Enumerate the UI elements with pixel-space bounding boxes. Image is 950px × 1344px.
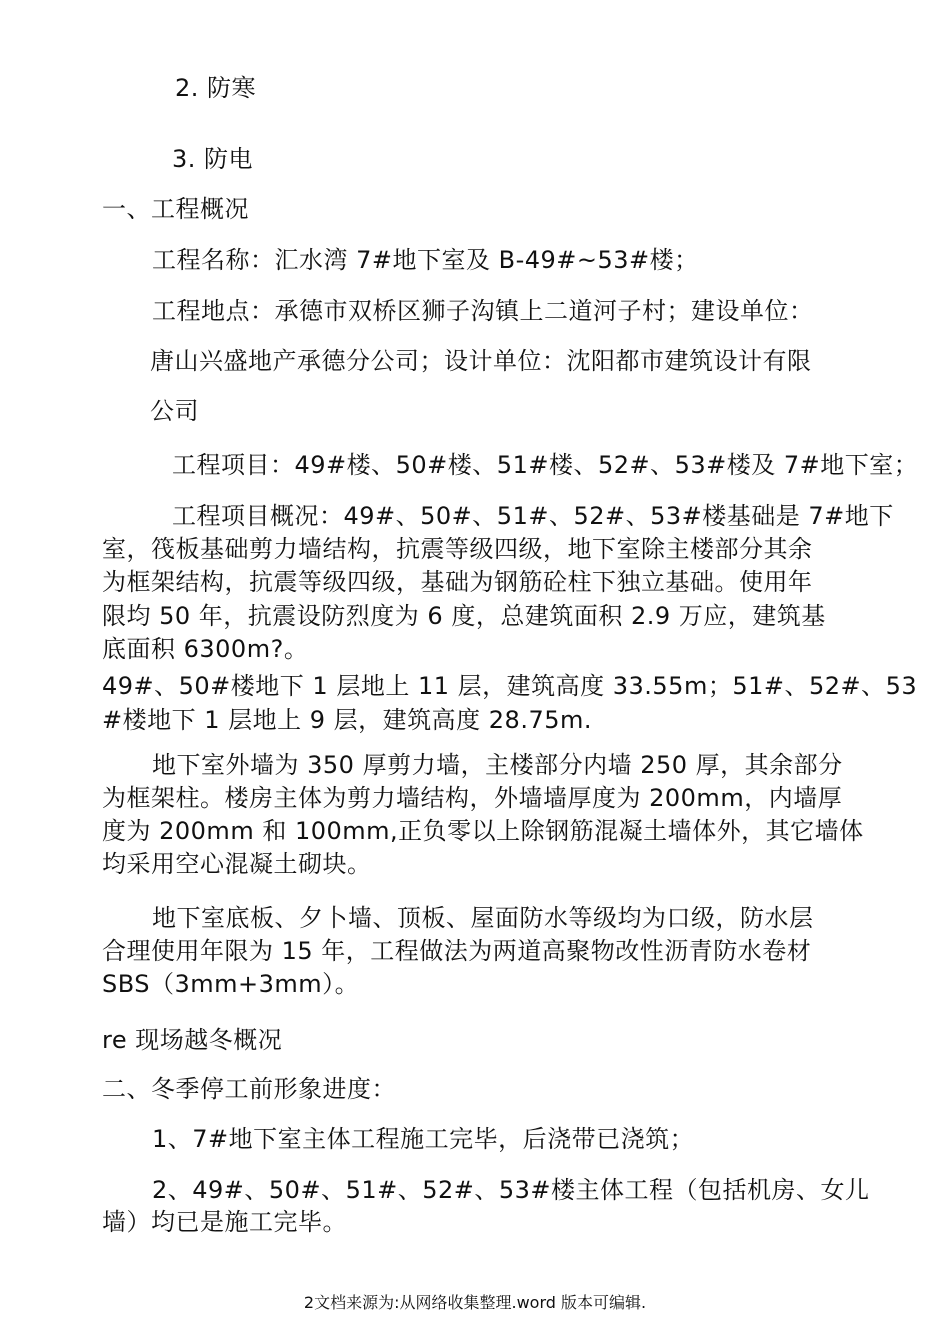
project-summary-line-5: 底面积 6300m?。 <box>102 635 309 663</box>
walls-line-1: 地下室外墙为 350 厚剪力墙，主楼部分内墙 250 厚，其余部分 <box>152 751 843 779</box>
progress-item-2-cont: 墙）均已是施工完毕。 <box>102 1208 347 1236</box>
project-summary-line-4: 限均 50 年，抗震设防烈度为 6 度，总建筑面积 2.9 万应，建筑基 <box>102 602 826 630</box>
waterproof-line-3: SBS（3mm+3mm）。 <box>102 970 360 998</box>
project-summary-line-1: 工程项目概况：49#、50#、51#、52#、53#楼基础是 7#地下 <box>172 502 894 530</box>
list-item-fangdian: 3. 防电 <box>172 145 254 173</box>
project-location-cont-2: 公司 <box>150 397 199 425</box>
section-heading-winter-site: re 现场越冬概况 <box>102 1026 283 1054</box>
project-location-cont: 唐山兴盛地产承德分公司；设计单位：沈阳都市建筑设计有限 <box>150 347 812 375</box>
walls-line-3: 度为 200mm 和 100mm,正负零以上除钢筋混凝土墙体外，其它墙体 <box>102 817 864 845</box>
waterproof-line-2: 合理使用年限为 15 年，工程做法为两道高聚物改性沥青防水卷材 <box>102 937 812 965</box>
project-items: 工程项目：49#楼、50#楼、51#楼、52#、53#楼及 7#地下室； <box>172 451 919 479</box>
list-item-fanghan: 2. 防寒 <box>175 74 257 102</box>
project-location: 工程地点：承德市双桥区狮子沟镇上二道河子村；建设单位： <box>152 297 814 325</box>
progress-item-1: 1、7#地下室主体工程施工完毕，后浇带已浇筑； <box>152 1125 695 1153</box>
project-name: 工程名称：汇水湾 7#地下室及 B-49#~53#楼； <box>152 246 699 274</box>
floors-line-2: #楼地下 1 层地上 9 层，建筑高度 28.75m. <box>102 706 593 734</box>
section-heading-overview: 一、工程概况 <box>102 195 249 223</box>
project-summary-line-2: 室，筏板基础剪力墙结构，抗震等级四级，地下室除主楼部分其余 <box>102 535 813 563</box>
walls-line-4: 均采用空心混凝土砌块。 <box>102 850 372 878</box>
page-footer: 2文档来源为:从网络收集整理.word 版本可编辑. <box>303 1293 647 1312</box>
progress-item-2: 2、49#、50#、51#、52#、53#楼主体工程（包括机房、女儿 <box>152 1176 870 1204</box>
floors-line-1: 49#、50#楼地下 1 层地上 11 层，建筑高度 33.55m；51#、52#、53 <box>102 672 918 700</box>
project-summary-line-3: 为框架结构，抗震等级四级，基础为钢筋砼柱下独立基础。使用年 <box>102 568 813 596</box>
section-heading-progress: 二、冬季停工前形象进度： <box>102 1075 396 1103</box>
waterproof-line-1: 地下室底板、夕卜墙、顶板、屋面防水等级均为口级，防水层 <box>152 904 814 932</box>
walls-line-2: 为框架柱。楼房主体为剪力墙结构，外墙墙厚度为 200mm，内墙厚 <box>102 784 843 812</box>
